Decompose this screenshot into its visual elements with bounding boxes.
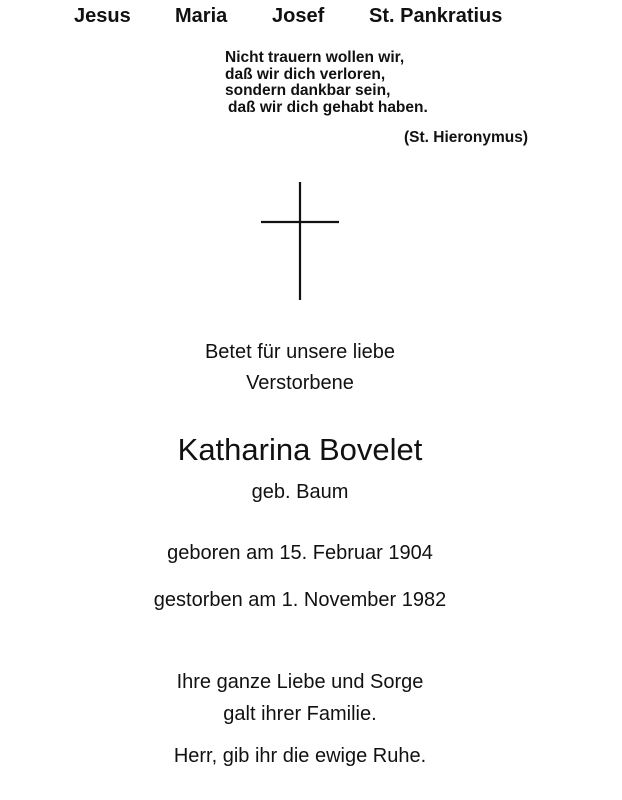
- header-word-maria: Maria: [175, 5, 228, 27]
- header-word-jesus: Jesus: [74, 5, 131, 27]
- quote-line: sondern dankbar sein,: [225, 82, 391, 99]
- quote-block: [225, 50, 428, 116]
- quote-source: (St. Hieronymus): [403, 129, 528, 146]
- header-word-josef: Josef: [272, 5, 325, 27]
- quote-line: daß wir dich gehabt haben.: [228, 98, 428, 116]
- header-word-st-pankratius: St. Pankratius: [369, 5, 503, 27]
- closing-line-1: Ihre ganze Liebe und Sorge: [176, 671, 424, 693]
- prayer-line-2: Verstorbene: [246, 372, 354, 394]
- closing-blessing: Herr, gib ihr die ewige Ruhe.: [173, 745, 427, 767]
- death-date: gestorben am 1. November 1982: [153, 589, 447, 611]
- closing-line-2: galt ihrer Familie.: [223, 703, 377, 725]
- quote-line: daß wir dich verloren,: [225, 65, 386, 83]
- prayer-line-1: Betet für unsere liebe: [204, 341, 396, 363]
- birth-date: geboren am 15. Februar 1904: [167, 542, 433, 564]
- latin-cross-icon: [261, 182, 341, 302]
- deceased-name: Katharina Bovelet: [177, 432, 423, 467]
- quote-line: Nicht trauern wollen wir,: [225, 49, 405, 66]
- maiden-name: geb. Baum: [251, 481, 349, 503]
